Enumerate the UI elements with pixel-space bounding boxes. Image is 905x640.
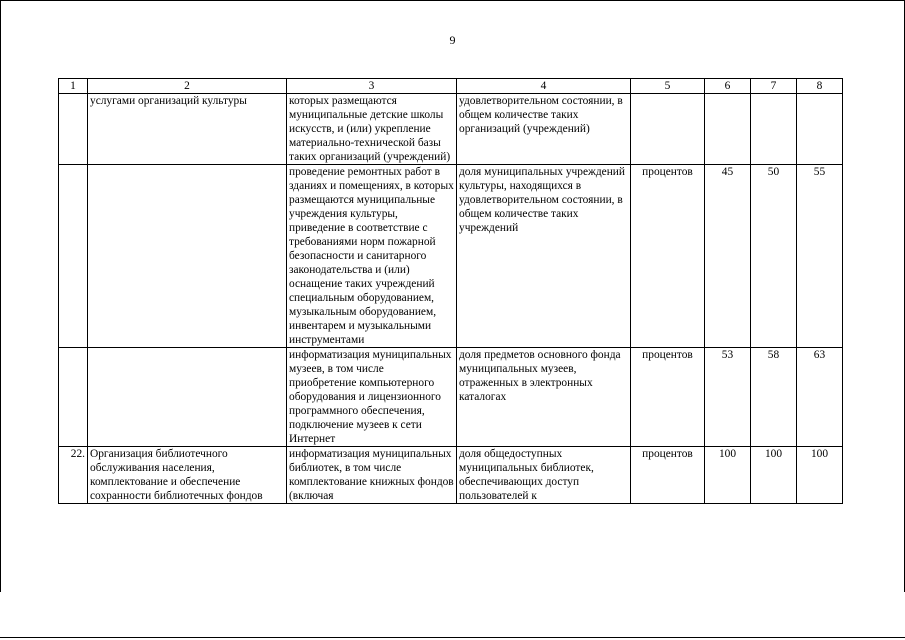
value-cell: 50: [751, 165, 797, 348]
column-header: 8: [797, 79, 843, 94]
measure-cell: информатизация муниципальных музеев, в том числе приобретение компьютерного оборудования и лицензионного программного обеспечения, подключение музеев к сети Интернет: [287, 348, 457, 447]
indicator-cell: доля общедоступных муниципальных библиотек, обеспечивающих доступ пользователей к: [457, 447, 631, 504]
task-cell: услугами организаций культуры: [88, 94, 287, 165]
value-cell: [705, 94, 751, 165]
page-cutoff: [0, 592, 905, 640]
row-number: 22.: [59, 447, 88, 504]
column-header: 2: [88, 79, 287, 94]
column-header: 6: [705, 79, 751, 94]
table-row: [59, 94, 843, 165]
column-header-row: [59, 79, 843, 94]
column-header: 5: [631, 79, 705, 94]
row-number: [59, 348, 88, 447]
row-number: [59, 94, 88, 165]
indicator-cell: доля предметов основного фонда муниципальных музеев, отраженных в электронных каталогах: [457, 348, 631, 447]
value-cell: 100: [705, 447, 751, 504]
indicators-table: [58, 78, 843, 504]
page-number: 9: [449, 33, 456, 47]
measure-cell: информатизация муниципальных библиотек, в том числе комплектование книжных фондов (включая: [287, 447, 457, 504]
unit-cell: процентов: [631, 165, 705, 348]
unit-cell: [631, 94, 705, 165]
unit-cell: процентов: [631, 447, 705, 504]
task-cell: [88, 348, 287, 447]
value-cell: 63: [797, 348, 843, 447]
task-cell: Организация библиотечного обслуживания населения, комплектование и обеспечение сохранности библиотечных фондов: [88, 447, 287, 504]
column-header: 1: [59, 79, 88, 94]
value-cell: 100: [751, 447, 797, 504]
task-cell: [88, 165, 287, 348]
page-bottom-edge: [0, 637, 905, 638]
measure-cell: которых размещаются муниципальные детские школы искусств, и (или) укрепление материально-технической базы таких организаций (учреждений): [287, 94, 457, 165]
column-header: 7: [751, 79, 797, 94]
row-number: [59, 165, 88, 348]
value-cell: 100: [797, 447, 843, 504]
indicator-cell: удовлетворительном состоянии, в общем количестве таких организаций (учреждений): [457, 94, 631, 165]
table-row: [59, 348, 843, 447]
value-cell: 53: [705, 348, 751, 447]
column-header: 4: [457, 79, 631, 94]
value-cell: 58: [751, 348, 797, 447]
value-cell: 45: [705, 165, 751, 348]
unit-cell: процентов: [631, 348, 705, 447]
table-row: [59, 165, 843, 348]
measure-cell: проведение ремонтных работ в зданиях и помещениях, в которых размещаются муниципальные учреждения культуры, приведение в соответствие с требованиями норм пожарной безопасности и санитарного законодательства и (или) оснащение таких учреждений специальным оборудованием, музыкальным оборудованием, инвентарем и музыкальными инструментами: [287, 165, 457, 348]
indicator-cell: доля муниципальных учреждений культуры, находящихся в удовлетворительном состоянии, в общем количестве таких учреждений: [457, 165, 631, 348]
column-header: 3: [287, 79, 457, 94]
value-cell: [751, 94, 797, 165]
value-cell: 55: [797, 165, 843, 348]
value-cell: [797, 94, 843, 165]
table-row: [59, 447, 843, 504]
